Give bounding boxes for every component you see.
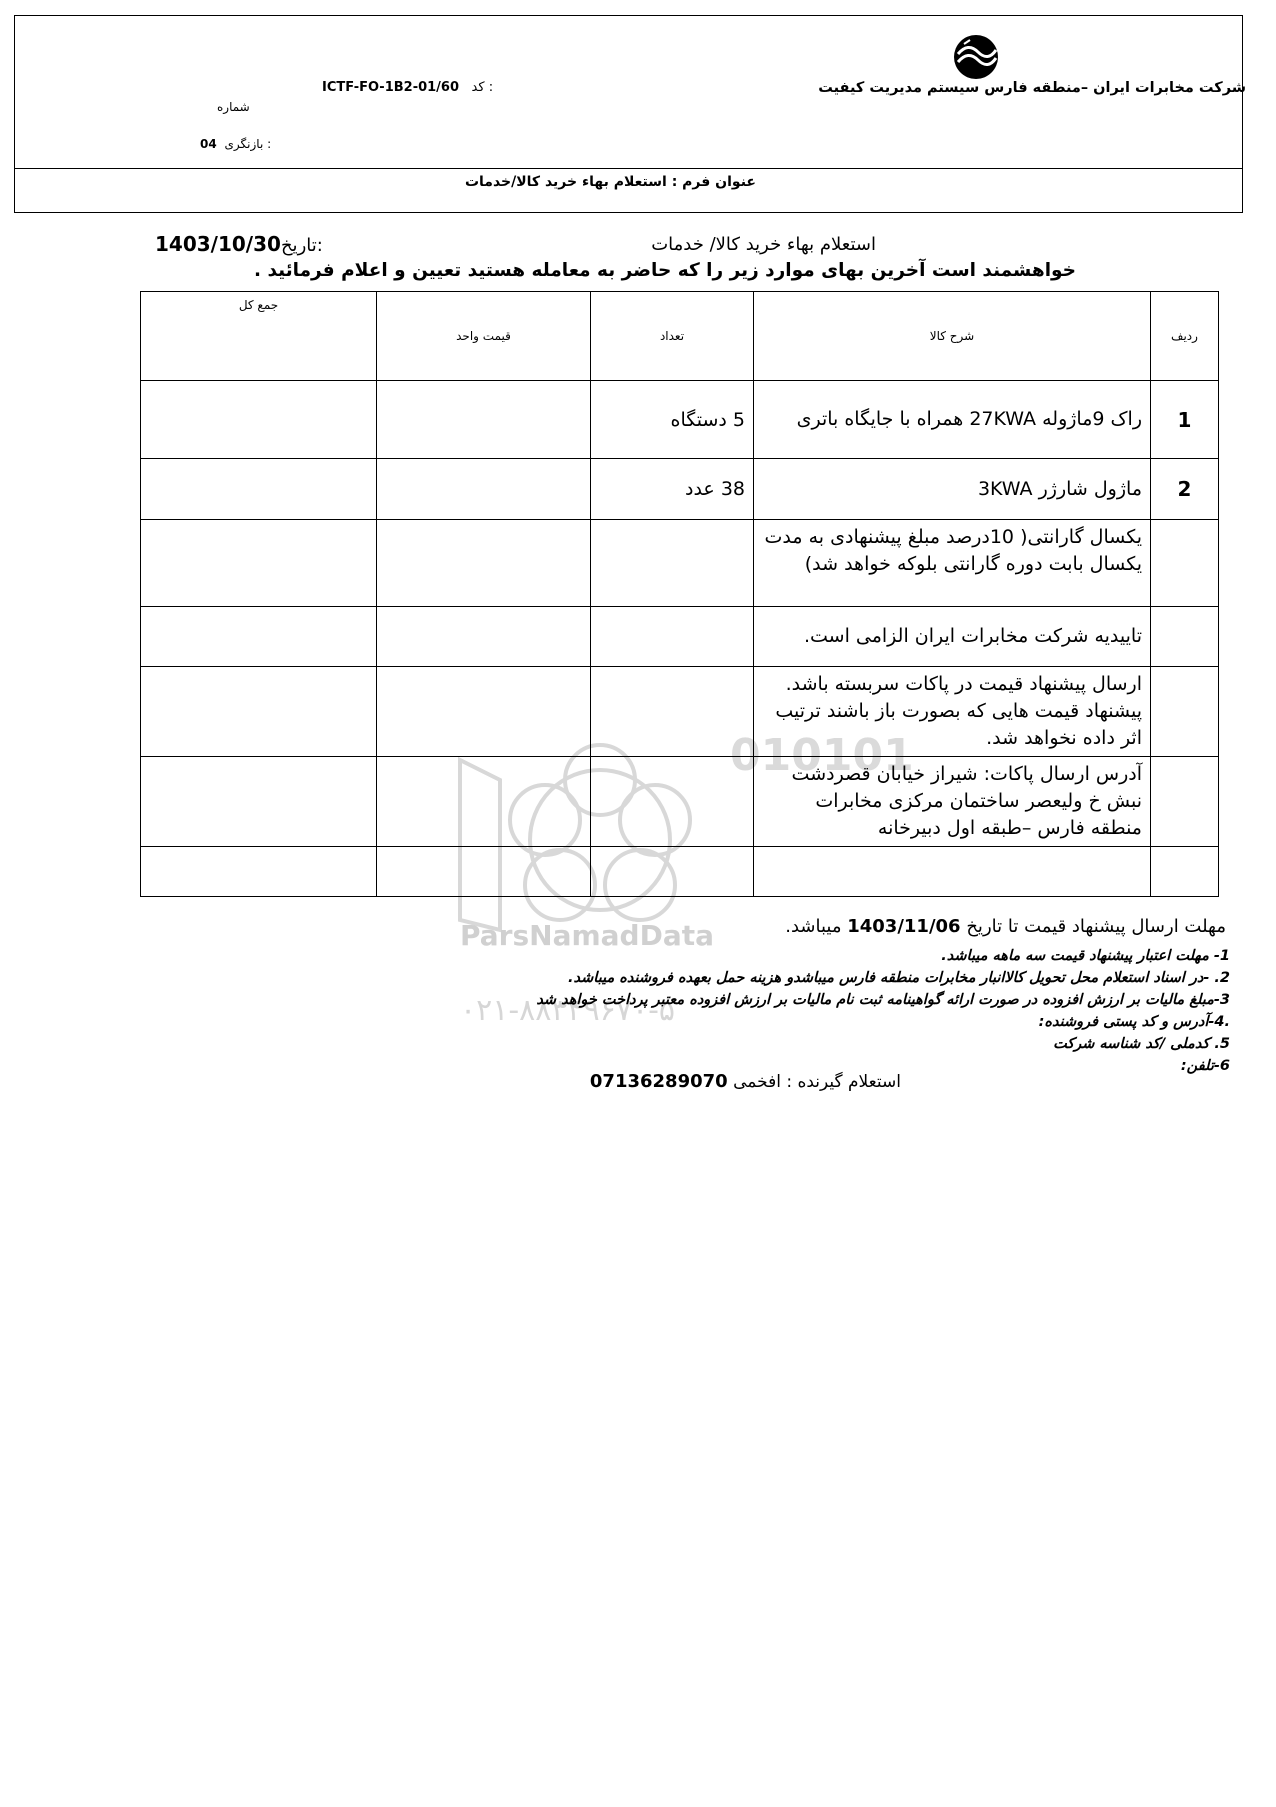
- table-row: [141, 847, 1219, 897]
- watermark-brand: ParsNamadData: [460, 919, 714, 952]
- row-total: [141, 381, 377, 459]
- table-row: [141, 607, 1219, 667]
- row-quantity: [591, 667, 754, 757]
- table-row: [141, 459, 1219, 520]
- header-total: جمع کل: [141, 292, 377, 381]
- form-code-label: کد :: [471, 80, 494, 95]
- deadline-date: 1403/11/06: [847, 916, 961, 937]
- row-quantity: [591, 847, 754, 897]
- deadline-text: مهلت ارسال پیشنهاد قیمت تا تاریخ: [966, 916, 1226, 937]
- header-unit-price: قیمت واحد: [377, 292, 591, 381]
- deadline-suffix: میباشد.: [785, 916, 842, 937]
- table-row: [141, 520, 1219, 607]
- company-name: شرکت مخابرات ایران –منطقه فارس سیستم مدیریت کیفیت: [818, 80, 1246, 96]
- deadline-line: [785, 916, 1226, 937]
- items-table: [140, 291, 1219, 897]
- row-quantity: [591, 520, 754, 607]
- note-item: 2. -در اسناد استعلام محل تحویل کالاانبار مخابرات منطقه فارس میباشدو هزینه حمل بعهده فروشنده میباشد.: [568, 970, 1230, 986]
- contact-line: [590, 1071, 901, 1092]
- header-description: شرح کالا: [754, 292, 1151, 381]
- table-row: [141, 381, 1219, 459]
- header-divider: [14, 168, 1243, 169]
- row-total: [141, 667, 377, 757]
- note-item: 6-تلفن:: [1180, 1058, 1230, 1074]
- number-label: شماره: [217, 100, 250, 114]
- header-row-no: ردیف: [1151, 292, 1219, 381]
- revision: [200, 137, 271, 151]
- contact-label: استعلام گیرنده : افخمی: [733, 1072, 901, 1092]
- row-description: آدرس ارسال پاکات: شیراز خیابان قصردشت نبش خ ولیعصر ساختمان مرکزی مخابرات منطقه فارس –طبقه اول دبیرخانه: [754, 757, 1151, 847]
- company-logo-icon: [950, 32, 1002, 82]
- row-total: [141, 520, 377, 607]
- table-header-row: [141, 292, 1219, 381]
- watermark-phone: ۰۲۱-۸۸۳۴۹۶۷۰-۵: [460, 993, 676, 1028]
- row-description: ارسال پیشنهاد قیمت در پاکات سربسته باشد. پیشنهاد قیمت هایی که بصورت باز باشند ترتیب اثر داده نخواهد شد.: [754, 667, 1151, 757]
- row-quantity: 38 عدد: [591, 459, 754, 520]
- request-text: خواهشمند است آخرین بهای موارد زیر را که حاضر به معامله هستید تعیین و اعلام فرمائید .: [254, 260, 1076, 281]
- row-unit-price: [377, 459, 591, 520]
- form-code-value: ICTF-FO-1B2-01/60: [322, 80, 460, 95]
- date-label: تاریخ:: [280, 235, 323, 256]
- row-description: ماژول شارژر 3KWA: [754, 459, 1151, 520]
- row-description: [754, 847, 1151, 897]
- row-unit-price: [377, 757, 591, 847]
- date-field: [155, 232, 323, 256]
- row-unit-price: [377, 667, 591, 757]
- date-value: 1403/10/30: [155, 232, 281, 256]
- row-number: [1151, 757, 1219, 847]
- row-number: [1151, 847, 1219, 897]
- row-description: یکسال گارانتی( 10درصد مبلغ پیشنهادی به مدت یکسال بابت دوره گارانتی بلوکه خواهد شد): [754, 520, 1151, 607]
- notes-list: [536, 945, 1230, 1077]
- note-item: 3-مبلغ مالیات بر ارزش افزوده در صورت ارائه گواهینامه ثبت نام مالیات بر ارزش افزوده معتبر پرداخت خواهد شد: [536, 992, 1230, 1008]
- row-total: [141, 847, 377, 897]
- row-number: 2: [1151, 459, 1219, 520]
- row-unit-price: [377, 847, 591, 897]
- row-unit-price: [377, 381, 591, 459]
- table-row: [141, 667, 1219, 757]
- revision-value: 04: [200, 137, 217, 151]
- row-total: [141, 459, 377, 520]
- note-item: 5. کدملی /کد شناسه شرکت: [1053, 1036, 1230, 1052]
- watermark-digits: 010101: [730, 730, 914, 781]
- row-total: [141, 757, 377, 847]
- row-total: [141, 607, 377, 667]
- row-quantity: [591, 607, 754, 667]
- revision-label: بازنگری :: [224, 137, 272, 151]
- row-quantity: 5 دستگاه: [591, 381, 754, 459]
- row-number: [1151, 607, 1219, 667]
- row-unit-price: [377, 607, 591, 667]
- note-item: 1- مهلت اعتبار پیشنهاد قیمت سه ماهه میباشد.: [941, 948, 1230, 964]
- row-number: [1151, 667, 1219, 757]
- row-description: راک 9ماژوله 27KWA همراه با جایگاه باتری: [754, 381, 1151, 459]
- row-quantity: [591, 757, 754, 847]
- form-title: عنوان فرم : استعلام بهاء خرید کالا/خدمات: [464, 174, 756, 190]
- subject-line: استعلام بهاء خرید کالا/ خدمات: [651, 234, 876, 255]
- row-number: 1: [1151, 381, 1219, 459]
- row-description: تاییدیه شرکت مخابرات ایران الزامی است.: [754, 607, 1151, 667]
- row-unit-price: [377, 520, 591, 607]
- header-quantity: تعداد: [591, 292, 754, 381]
- row-number: [1151, 520, 1219, 607]
- table-row: [141, 757, 1219, 847]
- note-item: .4-آدرس و کد پستی فروشنده:: [1038, 1014, 1230, 1030]
- form-code: [322, 80, 493, 95]
- contact-phone: 07136289070: [589, 1071, 728, 1092]
